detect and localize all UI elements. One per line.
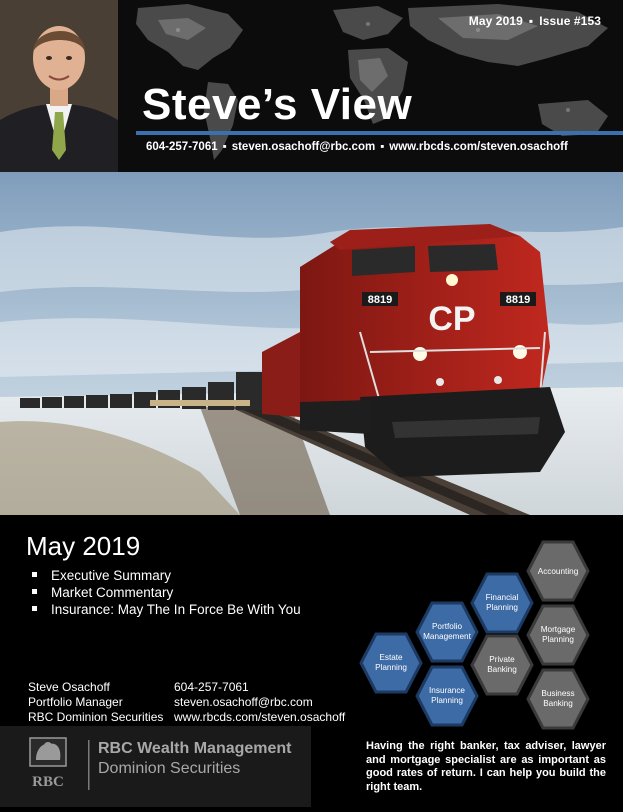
- loco-number-right: 8819: [505, 294, 531, 306]
- cover-photo-train: [0, 172, 623, 515]
- rbc-logo-text: RBC: [32, 774, 64, 790]
- contents-item[interactable]: [32, 567, 301, 584]
- advisor-row: [28, 710, 345, 725]
- hex-label: Insurance: [429, 686, 465, 695]
- contents-item-label: Insurance: May The In Force Be With You: [51, 602, 301, 617]
- hex-label: Planning: [431, 696, 463, 705]
- header-email[interactable]: steven.osachoff@rbc.com: [231, 141, 376, 153]
- contents-item[interactable]: [32, 601, 301, 618]
- hex-private-banking: [472, 636, 532, 694]
- contents-item-label: Executive Summary: [51, 568, 172, 583]
- newsletter-title: Steve’s View: [142, 80, 413, 129]
- advisor-row: [28, 680, 345, 695]
- issue-number: Issue #153: [539, 14, 601, 28]
- advisor-email[interactable]: steven.osachoff@rbc.com: [174, 695, 313, 709]
- hex-insurance-planning: [417, 667, 477, 725]
- hex-label: Accounting: [537, 567, 579, 576]
- separator-square-icon: ▪: [528, 14, 534, 28]
- advisor-phone: 604-257-7061: [174, 680, 249, 694]
- hex-mortgage-planning: [528, 606, 588, 664]
- issue-info: [469, 14, 601, 28]
- author-portrait: [0, 0, 118, 172]
- hex-label: Portfolio: [431, 622, 463, 631]
- hex-label: Private: [489, 655, 515, 664]
- advisor-row: [28, 695, 345, 710]
- hex-label: Financial: [485, 593, 519, 602]
- separator-square-icon: ▪: [380, 141, 385, 153]
- bullet-square-icon: [32, 589, 37, 594]
- hex-business-banking: [528, 670, 588, 728]
- loco-number-left: 8819: [367, 294, 393, 306]
- advisor-firm: RBC Dominion Securities: [28, 710, 164, 724]
- hex-label: Banking: [543, 699, 573, 708]
- rbc-logo: [0, 726, 311, 807]
- hex-portfolio-management: [417, 603, 477, 661]
- services-hexagon-graphic: [352, 538, 612, 743]
- hex-label: Planning: [486, 603, 518, 612]
- contents-item[interactable]: [32, 584, 301, 601]
- rbc-brand-block: [0, 726, 311, 807]
- brand-line-2: Dominion Securities: [98, 760, 241, 777]
- advisor-contact-block: [28, 680, 345, 725]
- title-divider: [136, 131, 623, 135]
- rbc-lion-shield-icon: [30, 738, 66, 766]
- hex-label: Mortgage: [540, 625, 576, 634]
- advisor-role: Portfolio Manager: [28, 695, 123, 709]
- brand-line-1: RBC Wealth Management: [98, 740, 292, 757]
- masthead: [0, 0, 623, 172]
- hex-label: Business: [541, 689, 575, 698]
- tagline-text: Having the right banker, tax adviser, lawyer and mortgage specialist are as important as good rates of return. I can help you build the right team.: [366, 740, 606, 793]
- hex-label: Planning: [375, 663, 407, 672]
- advisor-name: Steve Osachoff: [28, 680, 110, 694]
- separator-square-icon: ▪: [222, 141, 227, 153]
- hex-financial-planning: [472, 574, 532, 632]
- bullet-square-icon: [32, 606, 37, 611]
- table-of-contents: [32, 567, 301, 618]
- hex-label: Estate: [379, 653, 403, 662]
- contents-item-label: Market Commentary: [51, 585, 174, 600]
- header-phone: 604-257-7061: [146, 141, 218, 153]
- hex-estate-planning: [361, 634, 421, 692]
- issue-date: May 2019: [468, 14, 523, 28]
- header-contact: [146, 141, 568, 153]
- cp-logo: CP: [428, 300, 476, 338]
- hex-accounting: [528, 542, 588, 600]
- hex-label: Planning: [542, 635, 574, 644]
- header-website[interactable]: www.rbcds.com/steven.osachoff: [389, 141, 568, 153]
- hex-label: Management: [423, 632, 471, 641]
- bullet-square-icon: [32, 572, 37, 577]
- advisor-website[interactable]: www.rbcds.com/steven.osachoff: [174, 710, 346, 724]
- issue-heading: May 2019: [26, 531, 141, 561]
- hex-label: Banking: [487, 665, 517, 674]
